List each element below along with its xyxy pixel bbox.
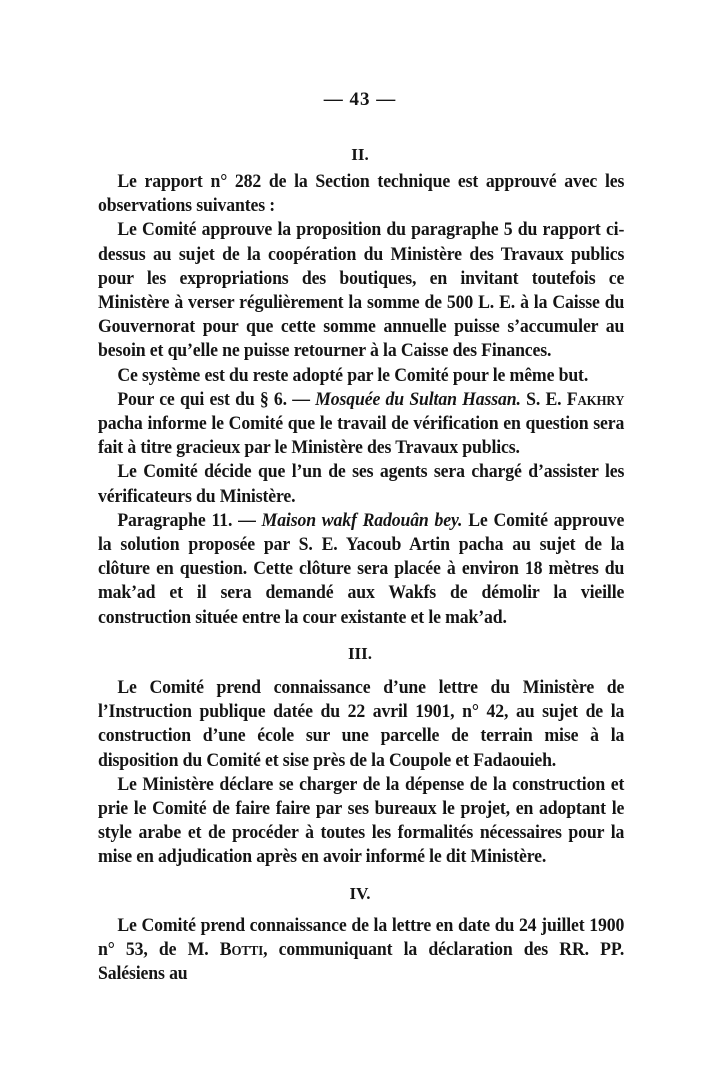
- italic-title: Maison wakf Radouân bey.: [261, 509, 463, 531]
- paragraph: [98, 388, 624, 461]
- paragraph-text: pacha informe le Comité que le travail de vérification en question sera fait à titre gracieux par le Ministère des Travaux publics.: [98, 413, 625, 459]
- paragraph-text: Pour ce qui est du § 6. —: [117, 388, 316, 410]
- person-name: Botti: [219, 939, 264, 961]
- paragraph-text: Le Comité prend connaissance de la lettre en date du 24 juillet 1900 n° 53, de M.: [98, 915, 625, 961]
- section-iii-body: [98, 676, 624, 870]
- section-heading-ii: II.: [351, 145, 369, 164]
- paragraph-text: Paragraphe 11. —: [117, 509, 262, 531]
- paragraph-text: , communiquant la déclaration des RR. PP. Salésiens au: [98, 939, 625, 985]
- paragraph: Le Ministère déclare se charger de la dépense de la construction et prie le Comité de faire faire par ses bureaux le projet, en adoptant le style arabe et de procéder à toutes les formalités nécessaires pour la mise en adjudication après en avoir informé le dit Ministère.: [98, 773, 625, 868]
- paragraph: [98, 914, 624, 987]
- section-heading-iv: IV.: [349, 884, 371, 903]
- paragraph: [98, 509, 624, 630]
- paragraph: Le Comité approuve la proposition du paragraphe 5 du rapport ci-dessus au sujet de la coopération du Ministère des Travaux publics pour les expropriations des boutiques, en invitant toutefois ce Ministère à verser régulièrement la somme de 500 L. E. à la Caisse du Gouvernorat pour que cette somme annuelle puisse s’accumuler au besoin et qu’elle ne puisse retourner à la Caisse des Finances.: [98, 219, 625, 362]
- paragraph: Ce système est du reste adopté par le Comité pour le même but.: [117, 364, 589, 386]
- paragraph: Le rapport n° 282 de la Section technique est approuvé avec les observations suivantes :: [98, 171, 625, 217]
- section-heading-iii: III.: [347, 644, 373, 663]
- paragraph: Le Comité décide que l’un de ses agents sera chargé d’assister les vérificateurs du Ministère.: [98, 461, 625, 507]
- section-ii-body: [98, 170, 624, 630]
- person-name: Fakhry: [566, 388, 625, 410]
- section-iv-body: [98, 914, 624, 987]
- italic-title: Mosquée du Sultan Hassan.: [315, 388, 521, 410]
- paragraph-text: S. E.: [520, 388, 567, 410]
- paragraph-text: Le Comité approuve la solution proposée par S. E. Yacoub Artin pacha au sujet de la clôture en question. Cette clôture sera placée à environ 18 mètres du mak’ad et il sera demandé aux Wakfs de démolir la vieille construction située entre la cour existante et le mak’ad.: [98, 509, 625, 628]
- page-number: — 43 —: [323, 89, 397, 110]
- paragraph: Le Comité prend connaissance d’une lettre du Ministère de l’Instruction publique datée du 22 avril 1901, n° 42, au sujet de la construction d’une école sur une parcelle de terrain mise à la disposition du Comité et sise près de la Coupole et Fadaouieh.: [98, 677, 625, 771]
